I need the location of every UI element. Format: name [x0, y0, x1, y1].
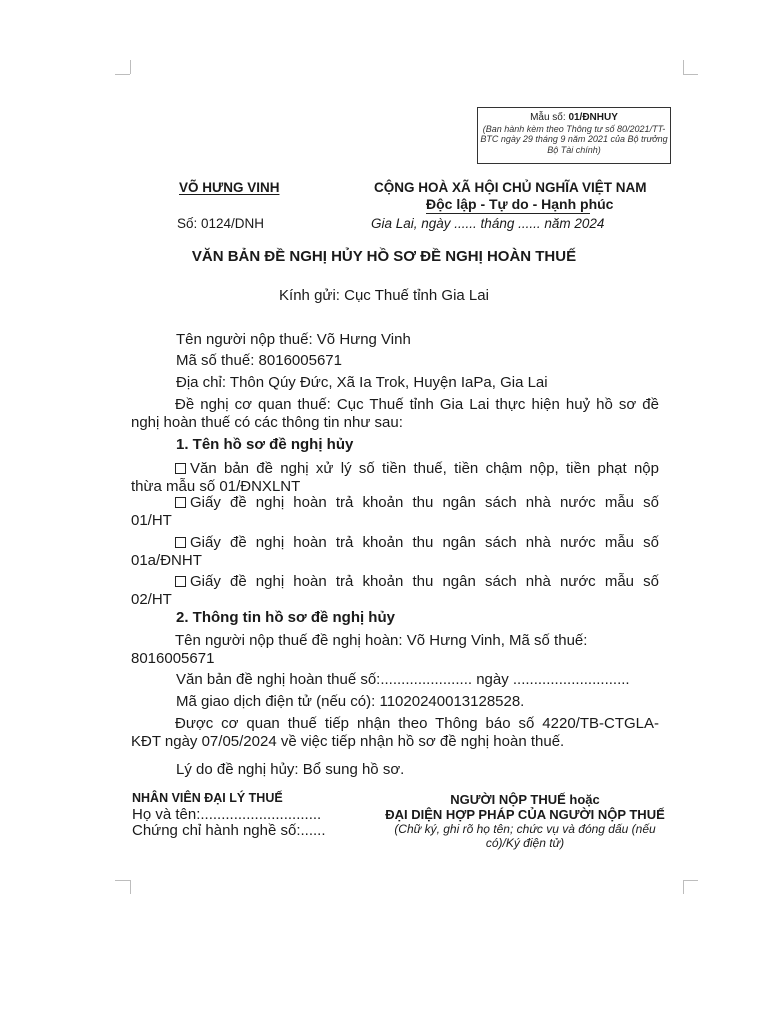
recipient-line: Kính gửi: Cục Thuế tỉnh Gia Lai	[279, 287, 489, 304]
crop-mark-bottom-right	[683, 880, 684, 894]
section1-item: Giấy đề nghị hoàn trả khoản thu ngân sách nhà nước mẫu số 01a/ĐNHT	[131, 534, 659, 569]
representative-heading: ĐẠI DIỆN HỢP PHÁP CỦA NGƯỜI NỘP THUẾ	[385, 807, 665, 822]
section2-heading: 2. Thông tin hồ sơ đề nghị hủy	[176, 609, 395, 626]
taxpayer-signature-block	[360, 792, 690, 850]
taxpayer-heading: NGƯỜI NỘP THUẾ hoặc	[450, 792, 600, 807]
requester-paragraph: Tên người nộp thuế đề nghị hoàn: Võ Hưng Vinh, Mã số thuế: 8016005671	[131, 632, 588, 667]
section1-heading: 1. Tên hồ sơ đề nghị hủy	[176, 436, 354, 453]
taxpayer-name: Tên người nộp thuế: Võ Hưng Vinh	[176, 331, 411, 348]
crop-mark-top-left	[130, 60, 131, 74]
national-motto: Độc lập - Tự do - Hạnh phúc	[426, 196, 614, 212]
crop-mark-top-right	[683, 60, 684, 74]
form-code-box	[477, 107, 671, 164]
checkbox[interactable]	[175, 537, 186, 548]
checkbox[interactable]	[175, 576, 186, 587]
signature-note: (Chữ ký, ghi rõ họ tên; chức vụ và đóng dấu (nếu có)/Ký điện tử)	[394, 822, 656, 850]
agent-certificate: Chứng chỉ hành nghề số:......	[132, 822, 326, 839]
document-title: VĂN BẢN ĐỀ NGHỊ HỦY HỒ SƠ ĐỀ NGHỊ HOÀN THUẾ	[191, 248, 577, 265]
agent-heading: NHÂN VIÊN ĐẠI LÝ THUẾ	[132, 791, 283, 805]
taxpayer-address: Địa chỉ: Thôn Qúy Đức, Xã Ia Trok, Huyện IaPa, Gia Lai	[176, 374, 548, 391]
section1-item: Văn bản đề nghị xử lý số tiền thuế, tiền chậm nộp, tiền phạt nộp thừa mẫu số 01/ĐNXLNT	[131, 460, 659, 495]
doc-number: Số: 0124/DNH	[177, 216, 265, 231]
section1-item: Giấy đề nghị hoàn trả khoản thu ngân sách nhà nước mẫu số 02/HT	[131, 573, 659, 608]
country-name: CỘNG HOÀ XÃ HỘI CHỦ NGHĨA VIỆT NAM	[374, 180, 647, 195]
org-name: VÕ HƯNG VINH	[179, 180, 280, 195]
checkbox[interactable]	[175, 463, 186, 474]
form-code-note: (Ban hành kèm theo Thông tư số 80/2021/TT-BTC ngày 29 tháng 9 năm 2021 của Bộ trưởng Bộ Tài chính)	[480, 123, 668, 155]
crop-mark-bottom-right-h	[683, 880, 698, 881]
notice-paragraph: Được cơ quan thuế tiếp nhận theo Thông báo số 4220/TB-CTGLA- KĐT ngày 07/05/2024 về việc tiếp nhận hồ sơ đề nghị hoàn thuế.	[131, 715, 659, 750]
checkbox[interactable]	[175, 497, 186, 508]
transaction-code-line: Mã giao dịch điện tử (nếu có): 11020240013128528.	[176, 693, 525, 710]
place-date: Gia Lai, ngày ...... tháng ...... năm 2024	[371, 216, 605, 231]
crop-mark-top-left-h	[115, 74, 130, 75]
form-code: Mẫu số: 01/ĐNHUY	[530, 112, 618, 123]
reason-line: Lý do đề nghị hủy: Bổ sung hồ sơ.	[176, 761, 405, 778]
taxpayer-tax-code: Mã số thuế: 8016005671	[176, 352, 342, 369]
crop-mark-top-right-h	[683, 74, 698, 75]
crop-mark-bottom-left	[130, 880, 131, 894]
agent-name: Họ và tên:.............................	[132, 806, 322, 823]
section1-item: Giấy đề nghị hoàn trả khoản thu ngân sách nhà nước mẫu số 01/HT	[131, 494, 659, 529]
motto-underline	[426, 213, 590, 214]
refund-doc-line: Văn bản đề nghị hoàn thuế số:...................... ngày ............................	[176, 671, 630, 688]
request-paragraph: Đề nghị cơ quan thuế: Cục Thuế tỉnh Gia Lai thực hiện huỷ hồ sơ đề nghị hoàn thuế có các thông tin như sau:	[131, 396, 659, 431]
crop-mark-bottom-left-h	[115, 880, 130, 881]
